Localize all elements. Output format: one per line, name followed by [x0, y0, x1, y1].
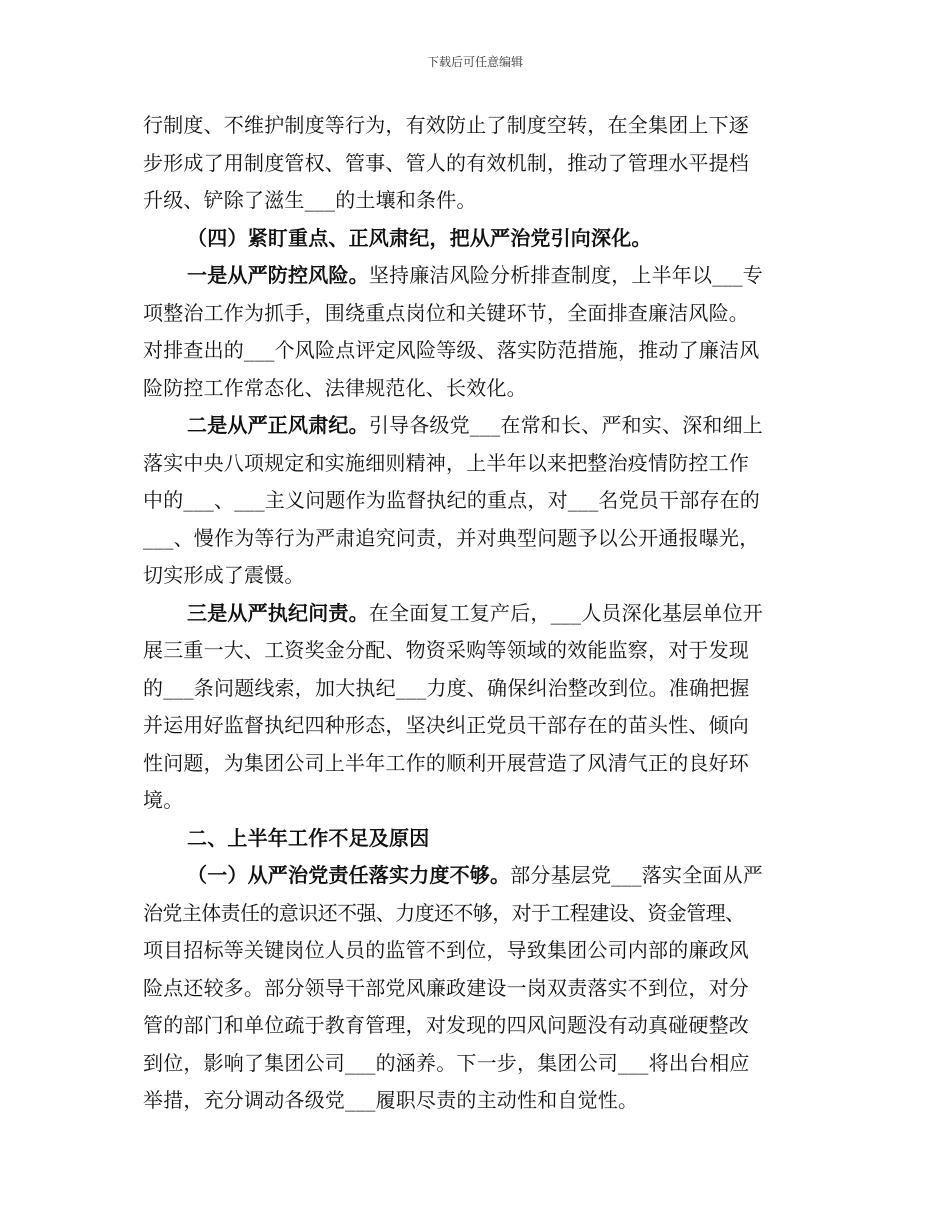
paragraph-line: 项整治工作为抓手，围绕重点岗位和关键环节，全面排查廉洁风险。 — [143, 300, 749, 325]
paragraph-first-line — [143, 257, 829, 295]
paragraph-line: 治党主体责任的意识还不强、力度还不够，对于工程建设、资金管理、 — [143, 900, 745, 925]
page-header-note: 下载后可任意编辑 — [426, 55, 523, 69]
paragraph-lead: 三是从严执纪问责。 — [187, 600, 369, 625]
paragraph-line: 险防控工作常态化、法律规范化、长效化。 — [143, 375, 527, 400]
paragraph-line: 展三重一大、工资奖金分配、物资采购等领域的效能监察，对于发现 — [143, 638, 749, 662]
paragraph-line: 性问题，为集团公司上半年工作的顺利开展营造了风清气正的良好环 — [143, 750, 749, 775]
paragraph-line: 险点还较多。部分领导干部党风廉政建设一岗双责落实不到位，对分 — [143, 975, 749, 1000]
paragraph-first-line — [143, 407, 829, 445]
paragraph-line: 升级、铲除了滋生___的土壤和条件。 — [143, 188, 477, 212]
section-heading-2: 二、上半年工作不足及原因 — [187, 825, 430, 850]
paragraph-line: 境。 — [143, 788, 184, 812]
paragraph-line: 步形成了用制度管权、管事、管人的有效机制，推动了管理水平提档 — [143, 150, 749, 175]
paragraph-first-line — [143, 595, 829, 633]
paragraph-line: 对排查出的___个风险点评定风险等级、落实防范措施，推动了廉洁风 — [143, 338, 760, 362]
paragraph-text: 引导各级党___在常和长、严和实、深和细上 — [368, 413, 764, 437]
paragraph-line: 举措，充分调动各级党___履职尽责的主动性和自觉性。 — [143, 1088, 639, 1112]
paragraph-lead: 二是从严正风肃纪。 — [187, 413, 369, 437]
paragraph-line: 落实中央八项规定和实施细则精神，上半年以来把整治疫情防控工作 — [143, 450, 749, 475]
paragraph-line: 管的部门和单位疏于教育管理，对发现的四风问题没有动真碰硬整改 — [143, 1013, 749, 1037]
paragraph-line: 行制度、不维护制度等行为，有效防止了制度空转，在全集团上下逐 — [143, 113, 749, 137]
paragraph-text: 坚持廉洁风险分析排查制度，上半年以___专 — [368, 263, 764, 287]
paragraph-line: ___、慢作为等行为严肃追究问责，并对典型问题予以公开通报曝光， — [143, 525, 760, 550]
paragraph-line: 并运用好监督执纪四种形态，坚决纠正党员干部存在的苗头性、倾向 — [143, 713, 749, 737]
paragraph-text: 在全面复工复产后，___人员深化基层单位开 — [368, 600, 764, 625]
paragraph-lead: 一是从严防控风险。 — [187, 263, 369, 287]
paragraph-line: 项目招标等关键岗位人员的监管不到位，导致集团公司内部的廉政风 — [143, 938, 749, 962]
paragraph-first-line — [143, 857, 829, 895]
paragraph-line: 切实形成了震慑。 — [143, 563, 305, 587]
paragraph-text: 部分基层党___落实全面从严 — [510, 863, 764, 887]
document-body — [143, 107, 829, 1120]
paragraph-line: 中的___、___主义问题作为监督执纪的重点，对___名党员干部存在的 — [143, 488, 760, 512]
paragraph-line: 到位，影响了集团公司___的涵养。下一步，集团公司___将出台相应 — [143, 1050, 750, 1075]
paragraph-line: 的___条问题线索，加大执纪___力度、确保纠治整改到位。准确把握 — [143, 675, 750, 700]
section-heading-4: （四）紧盯重点、正风肃纪，把从严治党引向深化。 — [187, 225, 652, 250]
paragraph-lead: （一）从严治党责任落实力度不够。 — [187, 863, 511, 887]
